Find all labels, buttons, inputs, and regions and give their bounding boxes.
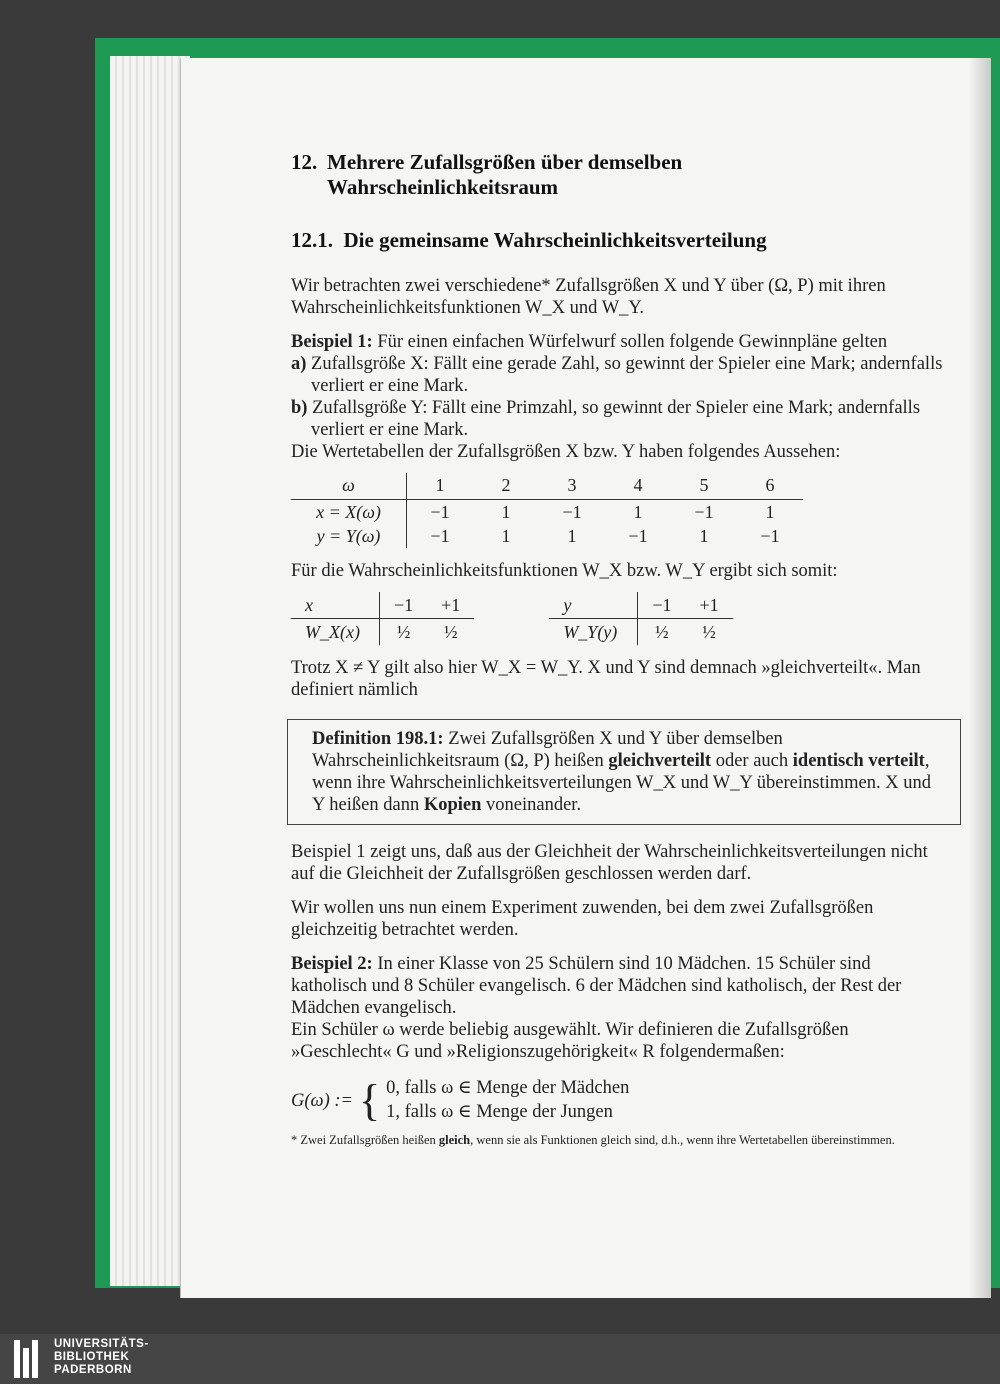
page-edges bbox=[110, 56, 190, 1286]
prob-table-y: y −1 +1 W_Y(y) ½ ½ bbox=[549, 592, 732, 645]
library-logo-icon bbox=[14, 1340, 44, 1378]
beispiel1-paragraph bbox=[291, 331, 951, 353]
beispiel1-item-b: b) Zufallsgröße Y: Fällt eine Primzahl, so gewinnt der Spieler eine Mark; andernfalls verliert er eine Mark. bbox=[291, 398, 921, 440]
prob-intro: Für die Wahrscheinlichkeitsfunktionen W_X bzw. W_Y ergibt sich somit: bbox=[291, 561, 838, 581]
table-row: x = X(ω) −1 1 −1 1 −1 1 bbox=[291, 500, 803, 525]
value-table-header: ω 1 2 3 4 5 6 bbox=[291, 473, 803, 500]
book-page bbox=[180, 58, 991, 1298]
experiment-paragraph: Wir wollen uns nun einem Experiment zuwenden, bei dem zwei Zufallsgrößen gleichzeitig betrachtet werden. bbox=[291, 898, 874, 940]
beispiel1-text: Für einen einfachen Würfelwurf sollen folgende Gewinnpläne gelten bbox=[377, 332, 888, 352]
section-heading bbox=[291, 228, 951, 253]
g-function-definition bbox=[291, 1077, 951, 1125]
intro-paragraph: Wir betrachten zwei verschiedene* Zufallsgrößen X und Y über (Ω, P) mit ihren Wahrscheinlichkeitsfunktionen W_X und W_Y. bbox=[291, 276, 886, 318]
chapter-number: 12. bbox=[291, 150, 318, 174]
value-table bbox=[291, 473, 951, 548]
trotz-paragraph: Trotz X ≠ Y gilt also hier W_X = W_Y. X und Y sind demnach »gleichverteilt«. Man definiert nämlich bbox=[291, 658, 921, 700]
beispiel1-label: Beispiel 1: bbox=[291, 332, 373, 352]
chapter-title-line1: Mehrere Zufallsgrößen über demselben bbox=[327, 150, 683, 174]
library-logo-bar bbox=[0, 1334, 1000, 1384]
prob-table-x: x −1 +1 W_X(x) ½ ½ bbox=[291, 592, 474, 645]
beispiel2-paragraph: Beispiel 2: In einer Klasse von 25 Schülern sind 10 Mädchen. 15 Schüler sind katholisch und 8 Schüler evangelisch. 6 der Mädchen sind katholisch, der Rest der Mädchen evangelisch. bbox=[291, 954, 902, 1018]
beispiel1-item-a: a) Zufallsgröße X: Fällt eine gerade Zahl, so gewinnt der Spieler eine Mark; andernfalls verliert er eine Mark. bbox=[291, 354, 943, 396]
section-number: 12.1. bbox=[291, 228, 333, 252]
brace: { bbox=[359, 1076, 381, 1125]
chapter-heading bbox=[291, 150, 951, 200]
beispiel2-paragraph2: Ein Schüler ω werde beliebig ausgewählt. Wir definieren die Zufallsgrößen »Geschlecht« G und »Religionszugehörigkeit« R folgendermaßen: bbox=[291, 1020, 849, 1062]
prob-tables bbox=[291, 592, 951, 645]
page-content bbox=[291, 150, 951, 1148]
g-case-1: 0, falls ω ∈ Menge der Mädchen bbox=[386, 1078, 630, 1098]
g-function-lhs: G(ω) := bbox=[291, 1091, 354, 1111]
gleichheit-paragraph: Beispiel 1 zeigt uns, daß aus der Gleichheit der Wahrscheinlichkeitsverteilungen nicht auf die Gleichheit der Zufallsgrößen geschlossen werden darf. bbox=[291, 842, 928, 884]
definition-label: Definition 198.1: bbox=[312, 729, 444, 749]
beispiel2-label: Beispiel 2: bbox=[291, 954, 373, 974]
section-title: Die gemeinsame Wahrscheinlichkeitsverteilung bbox=[343, 228, 767, 252]
table-intro: Die Wertetabellen der Zufallsgrößen X bzw. Y haben folgendes Aussehen: bbox=[291, 442, 841, 462]
library-logo-text: UNIVERSITÄTS- BIBLIOTHEK PADERBORN bbox=[54, 1338, 149, 1376]
definition-box: Definition 198.1: Zwei Zufallsgrößen X und Y über demselben Wahrscheinlichkeitsraum (Ω, P) heißen gleichverteilt oder auch identisch verteilt, wenn ihre Wahrscheinlichkeitsverteilungen W_X und W_Y übereinstimmen. X und Y heißen dann Kopien voneinander. bbox=[287, 719, 961, 825]
chapter-title-line2: Wahrscheinlichkeitsraum bbox=[327, 175, 559, 199]
g-case-2: 1, falls ω ∈ Menge der Jungen bbox=[386, 1102, 613, 1122]
footnote: * Zwei Zufallsgrößen heißen gleich, wenn sie als Funktionen gleich sind, d.h., wenn ihre Wertetabellen übereinstimmen. bbox=[291, 1133, 895, 1147]
table-row: y = Y(ω) −1 1 1 −1 1 −1 bbox=[291, 524, 803, 548]
